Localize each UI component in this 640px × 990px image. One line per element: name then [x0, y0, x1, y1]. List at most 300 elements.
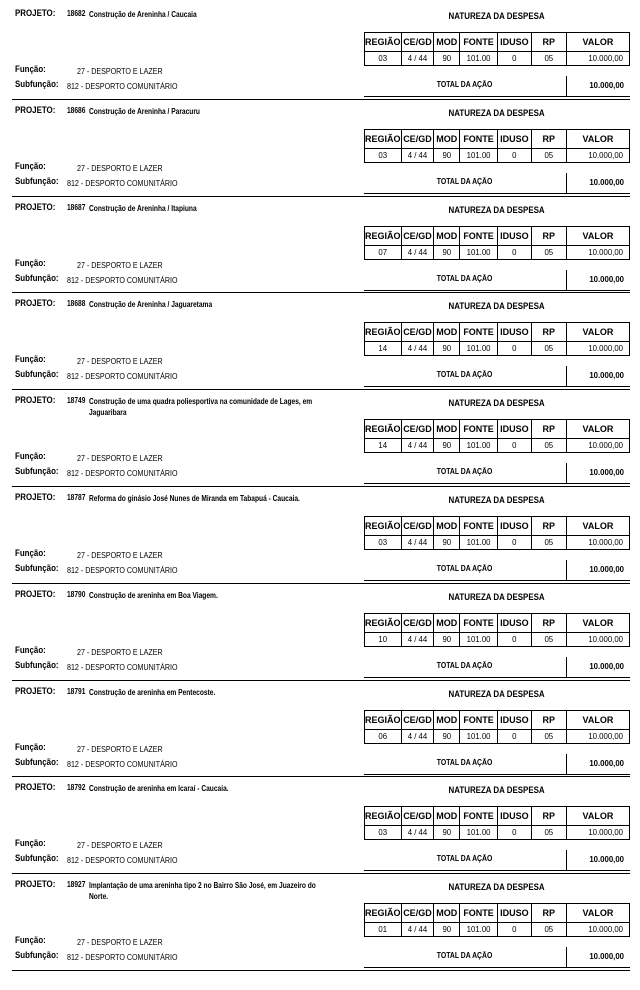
- total-rule: [364, 96, 630, 97]
- projeto-label: PROJETO:: [15, 491, 56, 502]
- col-header-regiao: REGIÃO: [365, 710, 402, 729]
- valor-value: 10.000,00: [566, 148, 629, 162]
- cegd-value: 4 / 44: [401, 148, 434, 162]
- col-header-cegd: CE/GD: [401, 710, 434, 729]
- total-rule: [364, 774, 630, 775]
- col-header-valor: VALOR: [566, 323, 629, 342]
- funcao-label: Função:: [15, 644, 46, 655]
- col-header-rp: RP: [531, 226, 566, 245]
- natureza-heading-text: NATUREZA DA DESPESA: [448, 107, 546, 118]
- project-block: [12, 584, 630, 681]
- regiao-value: 03: [365, 148, 402, 162]
- fonte-value: 101.00: [460, 826, 498, 840]
- rp-value: 05: [531, 148, 566, 162]
- col-header-fonte: FONTE: [460, 323, 498, 342]
- regiao-value: 14: [365, 439, 402, 453]
- total-label-text: TOTAL DA AÇÃO: [437, 370, 493, 380]
- total-label-text: TOTAL DA AÇÃO: [437, 757, 493, 767]
- col-header-mod: MOD: [434, 516, 460, 535]
- regiao-value: 01: [365, 923, 402, 937]
- subfuncao-label: Subfunção:: [15, 79, 59, 89]
- col-header-fonte: FONTE: [460, 33, 498, 52]
- col-header-iduso: IDUSO: [497, 807, 531, 826]
- iduso-value: 0: [497, 923, 531, 937]
- mod-value: 90: [434, 52, 460, 66]
- mod-value: 90: [434, 535, 460, 549]
- total-label-text: TOTAL DA AÇÃO: [437, 854, 493, 864]
- natureza-heading-text: NATUREZA DA DESPESA: [448, 494, 546, 505]
- col-header-fonte: FONTE: [460, 226, 498, 245]
- natureza-table: [364, 419, 630, 453]
- total-value: 10.000,00: [566, 173, 630, 193]
- subfuncao-label: Subfunção:: [15, 175, 59, 186]
- col-header-iduso: IDUSO: [497, 129, 531, 148]
- valor-value: 10.000,00: [566, 632, 629, 646]
- regiao-value: 14: [365, 342, 402, 356]
- total-rule: [364, 290, 630, 291]
- total-rule: [364, 483, 630, 484]
- col-header-mod: MOD: [434, 129, 460, 148]
- funcao-label: Função:: [15, 354, 46, 365]
- valor-value: 10.000,00: [566, 439, 629, 453]
- mod-value: 90: [434, 826, 460, 840]
- natureza-heading: [364, 592, 630, 602]
- subfuncao-label: Subfunção:: [15, 562, 59, 573]
- total-label: [364, 370, 566, 379]
- project-block: [12, 3, 630, 100]
- natureza-table: [364, 129, 630, 163]
- col-header-iduso: IDUSO: [497, 710, 531, 729]
- rp-value: 05: [531, 729, 566, 743]
- rp-value: 05: [531, 245, 566, 259]
- col-header-regiao: REGIÃO: [365, 33, 402, 52]
- col-header-valor: VALOR: [566, 710, 629, 729]
- mod-value: 90: [434, 632, 460, 646]
- fonte-value: 101.00: [460, 632, 498, 646]
- total-label: [364, 467, 566, 476]
- funcao-value: 27 - DESPORTO E LAZER: [77, 840, 163, 851]
- total-value: 10.000,00: [566, 270, 630, 290]
- subfuncao-value: 812 - DESPORTO COMUNITÁRIO: [67, 371, 178, 382]
- project-title: Implantação de uma areninha tipo 2 no Bairro São José, em Juazeiro do Norte.: [89, 881, 316, 902]
- natureza-header-row: [365, 710, 630, 729]
- valor-value: 10.000,00: [566, 535, 629, 549]
- cegd-value: 4 / 44: [401, 245, 434, 259]
- funcao-value: 27 - DESPORTO E LAZER: [77, 743, 163, 754]
- projeto-label: PROJETO:: [15, 201, 56, 212]
- natureza-heading: [364, 108, 630, 118]
- total-rule: [364, 193, 630, 194]
- valor-value: 10.000,00: [566, 729, 629, 743]
- natureza-table: [364, 32, 630, 66]
- col-header-regiao: REGIÃO: [365, 226, 402, 245]
- col-header-mod: MOD: [434, 323, 460, 342]
- funcao-label: Função:: [15, 547, 46, 558]
- col-header-valor: VALOR: [566, 226, 629, 245]
- total-rule: [364, 386, 630, 387]
- natureza-value-row: [365, 632, 630, 646]
- total-label: [364, 951, 566, 960]
- subfuncao-value: 812 - DESPORTO COMUNITÁRIO: [67, 758, 178, 769]
- projeto-label: PROJETO:: [15, 879, 56, 890]
- col-header-mod: MOD: [434, 420, 460, 439]
- col-header-regiao: REGIÃO: [365, 323, 402, 342]
- funcao-value: 27 - DESPORTO E LAZER: [77, 66, 163, 76]
- natureza-value-row: [365, 52, 630, 66]
- total-value: 10.000,00: [566, 366, 630, 386]
- total-label-text: TOTAL DA AÇÃO: [437, 951, 493, 961]
- total-label-text: TOTAL DA AÇÃO: [437, 176, 493, 186]
- project-code: 18791: [67, 686, 86, 696]
- project-code: 18688: [67, 299, 86, 309]
- funcao-label: Função:: [15, 257, 46, 268]
- col-header-rp: RP: [531, 807, 566, 826]
- project-code: 18790: [67, 589, 86, 599]
- col-header-iduso: IDUSO: [497, 904, 531, 923]
- cegd-value: 4 / 44: [401, 52, 434, 66]
- fonte-value: 101.00: [460, 342, 498, 356]
- project-code: 18792: [67, 783, 86, 793]
- natureza-value-row: [365, 245, 630, 259]
- total-value: 10.000,00: [566, 850, 630, 870]
- cegd-value: 4 / 44: [401, 632, 434, 646]
- natureza-heading: [364, 301, 630, 311]
- natureza-heading: [364, 689, 630, 699]
- project-title: Construção de Areninha / Jaguaretama: [89, 300, 213, 310]
- fonte-value: 101.00: [460, 52, 498, 66]
- mod-value: 90: [434, 342, 460, 356]
- col-header-mod: MOD: [434, 226, 460, 245]
- project-code: 18686: [67, 105, 86, 115]
- col-header-rp: RP: [531, 420, 566, 439]
- rp-value: 05: [531, 342, 566, 356]
- project-block: [12, 681, 630, 778]
- iduso-value: 0: [497, 148, 531, 162]
- project-title: Construção de Areninha / Itapiuna: [89, 203, 197, 213]
- col-header-rp: RP: [531, 710, 566, 729]
- col-header-rp: RP: [531, 323, 566, 342]
- natureza-value-row: [365, 923, 630, 937]
- col-header-cegd: CE/GD: [401, 516, 434, 535]
- total-value: 10.000,00: [566, 657, 630, 677]
- total-label: [364, 661, 566, 670]
- subfuncao-label: Subfunção:: [15, 659, 59, 670]
- total-rule: [364, 967, 630, 968]
- total-label-text: TOTAL DA AÇÃO: [437, 563, 493, 573]
- valor-value: 10.000,00: [566, 52, 629, 66]
- total-value: 10.000,00: [566, 754, 630, 774]
- natureza-heading: [364, 785, 630, 795]
- col-header-cegd: CE/GD: [401, 33, 434, 52]
- project-title: Construção de areninha em Icaraí - Caucaia.: [89, 784, 229, 794]
- col-header-regiao: REGIÃO: [365, 516, 402, 535]
- col-header-fonte: FONTE: [460, 613, 498, 632]
- project-code: 18687: [67, 202, 86, 212]
- project-block: [12, 197, 630, 294]
- project-block: [12, 487, 630, 584]
- col-header-rp: RP: [531, 516, 566, 535]
- col-header-valor: VALOR: [566, 33, 629, 52]
- natureza-header-row: [365, 33, 630, 52]
- iduso-value: 0: [497, 439, 531, 453]
- col-header-valor: VALOR: [566, 129, 629, 148]
- natureza-header-row: [365, 613, 630, 632]
- project-title: Construção de Areninha / Paracuru: [89, 106, 200, 116]
- cegd-value: 4 / 44: [401, 729, 434, 743]
- natureza-table: [364, 613, 630, 647]
- project-block: [12, 390, 630, 487]
- project-title: Construção de uma quadra poliesportiva na comunidade de Lages, em Jaguaribara: [89, 397, 313, 418]
- total-label: [364, 854, 566, 863]
- col-header-valor: VALOR: [566, 420, 629, 439]
- col-header-rp: RP: [531, 904, 566, 923]
- cegd-value: 4 / 44: [401, 342, 434, 356]
- fonte-value: 101.00: [460, 148, 498, 162]
- total-value: 10.000,00: [566, 560, 630, 580]
- col-header-fonte: FONTE: [460, 807, 498, 826]
- col-header-iduso: IDUSO: [497, 613, 531, 632]
- projeto-label: PROJETO:: [15, 104, 56, 115]
- valor-value: 10.000,00: [566, 245, 629, 259]
- rp-value: 05: [531, 632, 566, 646]
- regiao-value: 03: [365, 826, 402, 840]
- rp-value: 05: [531, 439, 566, 453]
- subfuncao-value: 812 - DESPORTO COMUNITÁRIO: [67, 661, 178, 672]
- col-header-cegd: CE/GD: [401, 129, 434, 148]
- iduso-value: 0: [497, 535, 531, 549]
- rp-value: 05: [531, 923, 566, 937]
- total-label-text: TOTAL DA AÇÃO: [437, 273, 493, 283]
- col-header-valor: VALOR: [566, 904, 629, 923]
- col-header-regiao: REGIÃO: [365, 807, 402, 826]
- col-header-cegd: CE/GD: [401, 807, 434, 826]
- natureza-value-row: [365, 342, 630, 356]
- natureza-header-row: [365, 904, 630, 923]
- natureza-heading-text: NATUREZA DA DESPESA: [448, 785, 546, 796]
- total-label: [364, 80, 566, 89]
- funcao-label: Função:: [15, 741, 46, 752]
- col-header-valor: VALOR: [566, 516, 629, 535]
- iduso-value: 0: [497, 245, 531, 259]
- col-header-fonte: FONTE: [460, 710, 498, 729]
- subfuncao-label: Subfunção:: [15, 853, 59, 864]
- col-header-mod: MOD: [434, 904, 460, 923]
- subfuncao-value: 812 - DESPORTO COMUNITÁRIO: [67, 564, 178, 575]
- total-label-text: TOTAL DA AÇÃO: [437, 80, 493, 89]
- funcao-label: Função:: [15, 935, 46, 946]
- funcao-value: 27 - DESPORTO E LAZER: [77, 937, 163, 948]
- iduso-value: 0: [497, 729, 531, 743]
- funcao-label: Função:: [15, 838, 46, 849]
- subfuncao-label: Subfunção:: [15, 756, 59, 767]
- total-rule: [364, 677, 630, 678]
- col-header-mod: MOD: [434, 33, 460, 52]
- project-title: Construção de Areninha / Caucaia: [89, 10, 197, 19]
- natureza-value-row: [365, 535, 630, 549]
- col-header-valor: VALOR: [566, 613, 629, 632]
- projeto-label: PROJETO:: [15, 782, 56, 793]
- fonte-value: 101.00: [460, 245, 498, 259]
- project-title: Construção de areninha em Pentecoste.: [89, 687, 216, 697]
- natureza-table: [364, 226, 630, 260]
- regiao-value: 06: [365, 729, 402, 743]
- total-value: 10.000,00: [566, 463, 630, 483]
- total-label-text: TOTAL DA AÇÃO: [437, 660, 493, 670]
- col-header-regiao: REGIÃO: [365, 129, 402, 148]
- iduso-value: 0: [497, 342, 531, 356]
- funcao-value: 27 - DESPORTO E LAZER: [77, 259, 163, 270]
- total-label-text: TOTAL DA AÇÃO: [437, 467, 493, 477]
- regiao-value: 07: [365, 245, 402, 259]
- funcao-label: Função:: [15, 64, 46, 74]
- col-header-cegd: CE/GD: [401, 420, 434, 439]
- natureza-heading-text: NATUREZA DA DESPESA: [448, 688, 546, 699]
- col-header-cegd: CE/GD: [401, 226, 434, 245]
- project-code: 18787: [67, 492, 86, 502]
- natureza-header-row: [365, 420, 630, 439]
- project-block: [12, 777, 630, 874]
- col-header-fonte: FONTE: [460, 420, 498, 439]
- natureza-header-row: [365, 807, 630, 826]
- total-label: [364, 177, 566, 186]
- total-label: [364, 758, 566, 767]
- col-header-mod: MOD: [434, 710, 460, 729]
- valor-value: 10.000,00: [566, 342, 629, 356]
- col-header-iduso: IDUSO: [497, 323, 531, 342]
- total-label: [364, 274, 566, 283]
- expense-document: [0, 3, 640, 971]
- total-value: 10.000,00: [566, 76, 630, 96]
- natureza-heading: [364, 495, 630, 505]
- fonte-value: 101.00: [460, 729, 498, 743]
- subfuncao-label: Subfunção:: [15, 466, 59, 477]
- subfuncao-label: Subfunção:: [15, 369, 59, 380]
- natureza-value-row: [365, 729, 630, 743]
- subfuncao-value: 812 - DESPORTO COMUNITÁRIO: [67, 81, 178, 91]
- funcao-value: 27 - DESPORTO E LAZER: [77, 549, 163, 560]
- natureza-value-row: [365, 826, 630, 840]
- cegd-value: 4 / 44: [401, 826, 434, 840]
- cegd-value: 4 / 44: [401, 923, 434, 937]
- natureza-heading: [364, 11, 630, 21]
- cegd-value: 4 / 44: [401, 439, 434, 453]
- valor-value: 10.000,00: [566, 923, 629, 937]
- col-header-fonte: FONTE: [460, 904, 498, 923]
- regiao-value: 03: [365, 52, 402, 66]
- rp-value: 05: [531, 826, 566, 840]
- subfuncao-value: 812 - DESPORTO COMUNITÁRIO: [67, 855, 178, 866]
- natureza-header-row: [365, 323, 630, 342]
- col-header-regiao: REGIÃO: [365, 420, 402, 439]
- natureza-table: [364, 710, 630, 744]
- project-code: 18749: [67, 396, 86, 406]
- col-header-rp: RP: [531, 613, 566, 632]
- rp-value: 05: [531, 535, 566, 549]
- total-rule: [364, 580, 630, 581]
- natureza-value-row: [365, 439, 630, 453]
- col-header-rp: RP: [531, 33, 566, 52]
- project-code: 18682: [67, 9, 86, 18]
- project-block: [12, 293, 630, 390]
- projeto-label: PROJETO:: [15, 395, 56, 406]
- project-title: Reforma do ginásio José Nunes de Miranda em Tabapuá - Caucaia.: [89, 493, 300, 503]
- natureza-heading-text: NATUREZA DA DESPESA: [448, 11, 546, 21]
- natureza-heading-text: NATUREZA DA DESPESA: [448, 591, 546, 602]
- natureza-header-row: [365, 226, 630, 245]
- col-header-iduso: IDUSO: [497, 420, 531, 439]
- col-header-regiao: REGIÃO: [365, 904, 402, 923]
- natureza-table: [364, 322, 630, 356]
- funcao-label: Função:: [15, 451, 46, 462]
- natureza-value-row: [365, 148, 630, 162]
- col-header-iduso: IDUSO: [497, 226, 531, 245]
- natureza-table: [364, 806, 630, 840]
- funcao-value: 27 - DESPORTO E LAZER: [77, 356, 163, 367]
- funcao-value: 27 - DESPORTO E LAZER: [77, 646, 163, 657]
- mod-value: 90: [434, 729, 460, 743]
- fonte-value: 101.00: [460, 923, 498, 937]
- projeto-label: PROJETO:: [15, 685, 56, 696]
- natureza-heading: [364, 398, 630, 408]
- subfuncao-value: 812 - DESPORTO COMUNITÁRIO: [67, 177, 178, 188]
- mod-value: 90: [434, 439, 460, 453]
- natureza-heading-text: NATUREZA DA DESPESA: [448, 204, 546, 215]
- funcao-label: Função:: [15, 160, 46, 171]
- funcao-value: 27 - DESPORTO E LAZER: [77, 453, 163, 464]
- projeto-label: PROJETO:: [15, 298, 56, 309]
- col-header-mod: MOD: [434, 613, 460, 632]
- total-label: [364, 564, 566, 573]
- fonte-value: 101.00: [460, 439, 498, 453]
- rp-value: 05: [531, 52, 566, 66]
- project-block: [12, 100, 630, 197]
- subfuncao-value: 812 - DESPORTO COMUNITÁRIO: [67, 274, 178, 285]
- funcao-value: 27 - DESPORTO E LAZER: [77, 162, 163, 173]
- col-header-fonte: FONTE: [460, 516, 498, 535]
- projeto-label: PROJETO:: [15, 8, 56, 18]
- natureza-heading: [364, 205, 630, 215]
- natureza-table: [364, 516, 630, 550]
- natureza-heading-text: NATUREZA DA DESPESA: [448, 882, 546, 893]
- iduso-value: 0: [497, 52, 531, 66]
- col-header-iduso: IDUSO: [497, 33, 531, 52]
- col-header-cegd: CE/GD: [401, 613, 434, 632]
- subfuncao-value: 812 - DESPORTO COMUNITÁRIO: [67, 468, 178, 479]
- project-title: Construção de areninha em Boa Viagem.: [89, 590, 218, 600]
- col-header-iduso: IDUSO: [497, 516, 531, 535]
- natureza-heading: [364, 882, 630, 892]
- fonte-value: 101.00: [460, 535, 498, 549]
- projeto-label: PROJETO:: [15, 588, 56, 599]
- regiao-value: 10: [365, 632, 402, 646]
- regiao-value: 03: [365, 535, 402, 549]
- total-value: 10.000,00: [566, 947, 630, 967]
- iduso-value: 0: [497, 826, 531, 840]
- col-header-cegd: CE/GD: [401, 904, 434, 923]
- col-header-cegd: CE/GD: [401, 323, 434, 342]
- total-rule: [364, 870, 630, 871]
- natureza-header-row: [365, 516, 630, 535]
- col-header-fonte: FONTE: [460, 129, 498, 148]
- subfuncao-label: Subfunção:: [15, 272, 59, 283]
- mod-value: 90: [434, 245, 460, 259]
- natureza-heading-text: NATUREZA DA DESPESA: [448, 398, 546, 409]
- cegd-value: 4 / 44: [401, 535, 434, 549]
- iduso-value: 0: [497, 632, 531, 646]
- natureza-header-row: [365, 129, 630, 148]
- project-block: [12, 874, 630, 971]
- col-header-valor: VALOR: [566, 807, 629, 826]
